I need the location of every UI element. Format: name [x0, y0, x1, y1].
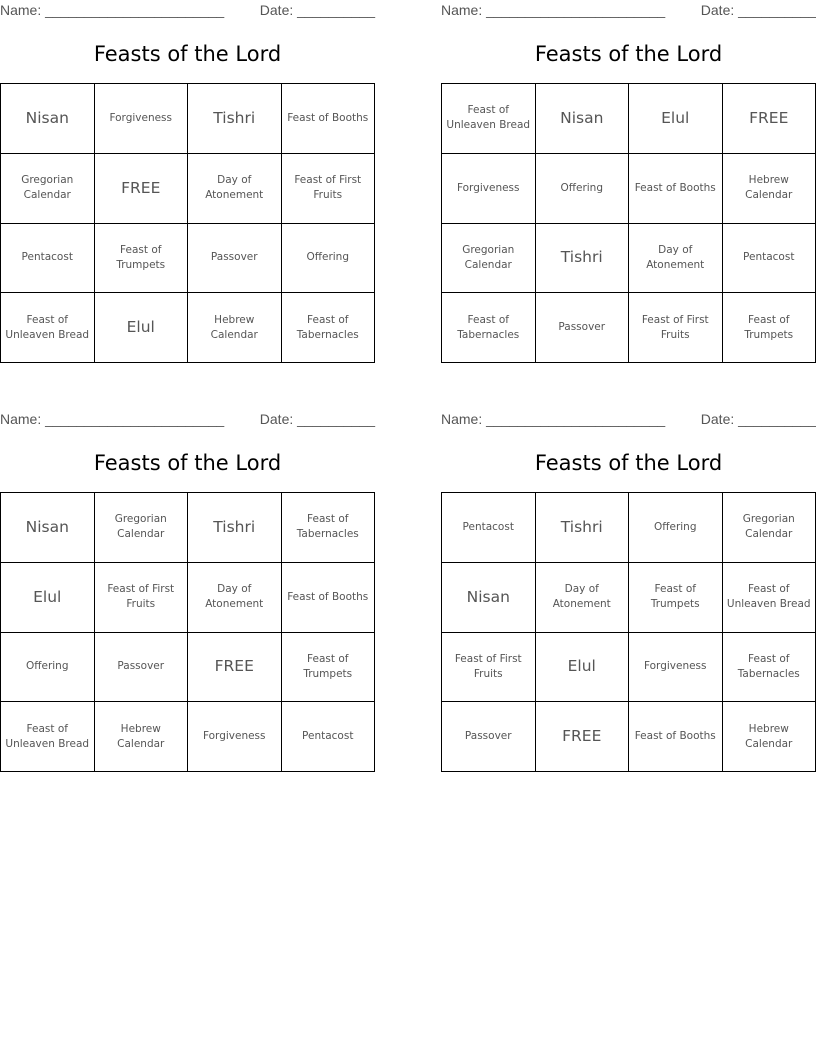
name-field[interactable]: Name: _______________________ — [0, 2, 225, 18]
bingo-cell[interactable]: Passover — [536, 293, 630, 363]
bingo-cell[interactable]: Feast of Trumpets — [95, 224, 189, 294]
bingo-card-4 — [441, 409, 816, 773]
bingo-cell[interactable]: Hebrew Calendar — [723, 154, 816, 224]
bingo-cell[interactable]: Feast of Trumpets — [282, 633, 376, 703]
bingo-cell[interactable]: Pentacost — [1, 224, 95, 294]
bingo-cell[interactable]: Feast of Tabernacles — [282, 493, 376, 563]
name-field[interactable]: Name: _______________________ — [441, 2, 666, 18]
bingo-cell[interactable]: Forgiveness — [188, 702, 282, 772]
bingo-card-1 — [0, 0, 375, 364]
date-field[interactable]: Date: __________ — [259, 411, 375, 427]
bingo-cell[interactable]: Feast of First Fruits — [629, 293, 723, 363]
card-header — [0, 409, 375, 431]
bingo-cell[interactable]: Feast of First Fruits — [442, 633, 536, 703]
date-field[interactable]: Date: __________ — [700, 411, 816, 427]
bingo-cell[interactable]: Feast of Trumpets — [723, 293, 816, 363]
bingo-cell[interactable]: Forgiveness — [95, 84, 189, 154]
bingo-cell[interactable]: Offering — [629, 493, 723, 563]
bingo-cell[interactable]: Elul — [536, 633, 630, 703]
card-header — [0, 0, 375, 22]
bingo-cell[interactable]: Feast of Booths — [629, 154, 723, 224]
bingo-cell[interactable]: Hebrew Calendar — [188, 293, 282, 363]
bingo-cell[interactable]: Gregorian Calendar — [723, 493, 816, 563]
name-field[interactable]: Name: _______________________ — [441, 411, 666, 427]
bingo-cell[interactable]: Feast of Booths — [629, 702, 723, 772]
bingo-cell[interactable]: Hebrew Calendar — [723, 702, 816, 772]
bingo-cell[interactable]: Nisan — [1, 84, 95, 154]
bingo-cell[interactable]: Passover — [442, 702, 536, 772]
bingo-cell[interactable]: FREE — [188, 633, 282, 703]
bingo-cell[interactable]: Feast of Trumpets — [629, 563, 723, 633]
bingo-grid — [0, 492, 375, 772]
bingo-grid — [441, 83, 816, 363]
bingo-cell[interactable]: Hebrew Calendar — [95, 702, 189, 772]
bingo-cell[interactable]: Elul — [95, 293, 189, 363]
bingo-card-3 — [0, 409, 375, 773]
bingo-cell[interactable]: Feast of Unleaven Bread — [442, 84, 536, 154]
card-title: Feasts of the Lord — [534, 451, 723, 475]
card-header — [441, 0, 816, 22]
date-field[interactable]: Date: __________ — [700, 2, 816, 18]
bingo-cell[interactable]: Offering — [1, 633, 95, 703]
bingo-cell[interactable]: Nisan — [442, 563, 536, 633]
bingo-cell[interactable]: Gregorian Calendar — [442, 224, 536, 294]
bingo-grid — [0, 83, 375, 363]
bingo-cell[interactable]: Elul — [1, 563, 95, 633]
bingo-card-2 — [441, 0, 816, 364]
bingo-cell[interactable]: Pentacost — [723, 224, 816, 294]
bingo-cell[interactable]: Day of Atonement — [536, 563, 630, 633]
bingo-cell[interactable]: Feast of First Fruits — [282, 154, 376, 224]
bingo-cell[interactable]: Gregorian Calendar — [95, 493, 189, 563]
bingo-cell[interactable]: Feast of Unleaven Bread — [1, 702, 95, 772]
bingo-cell[interactable]: Day of Atonement — [188, 563, 282, 633]
bingo-cell[interactable]: Elul — [629, 84, 723, 154]
bingo-cell[interactable]: Feast of Booths — [282, 84, 376, 154]
bingo-cell[interactable]: Tishri — [188, 84, 282, 154]
bingo-cell[interactable]: Feast of Booths — [282, 563, 376, 633]
bingo-cell[interactable]: Offering — [282, 224, 376, 294]
bingo-cell[interactable]: Feast of First Fruits — [95, 563, 189, 633]
bingo-cell[interactable]: Nisan — [1, 493, 95, 563]
bingo-cell[interactable]: Feast of Unleaven Bread — [1, 293, 95, 363]
bingo-cell[interactable]: Pentacost — [282, 702, 376, 772]
bingo-cell[interactable]: FREE — [723, 84, 816, 154]
date-field[interactable]: Date: __________ — [259, 2, 375, 18]
card-title: Feasts of the Lord — [534, 42, 723, 66]
bingo-cell[interactable]: Forgiveness — [442, 154, 536, 224]
bingo-cell[interactable]: Feast of Tabernacles — [442, 293, 536, 363]
bingo-cell[interactable]: FREE — [536, 702, 630, 772]
name-field[interactable]: Name: _______________________ — [0, 411, 225, 427]
bingo-cell[interactable]: Nisan — [536, 84, 630, 154]
bingo-cell[interactable]: Forgiveness — [629, 633, 723, 703]
bingo-cell[interactable]: Offering — [536, 154, 630, 224]
bingo-cell[interactable]: Gregorian Calendar — [1, 154, 95, 224]
bingo-cell[interactable]: Passover — [188, 224, 282, 294]
bingo-cell[interactable]: Feast of Tabernacles — [723, 633, 816, 703]
bingo-grid — [441, 492, 816, 772]
card-header — [441, 409, 816, 431]
bingo-cell[interactable]: Tishri — [536, 493, 630, 563]
bingo-cell[interactable]: Day of Atonement — [629, 224, 723, 294]
bingo-cell[interactable]: Day of Atonement — [188, 154, 282, 224]
bingo-cell[interactable]: Tishri — [188, 493, 282, 563]
bingo-cell[interactable]: FREE — [95, 154, 189, 224]
bingo-cell[interactable]: Feast of Tabernacles — [282, 293, 376, 363]
bingo-cell[interactable]: Pentacost — [442, 493, 536, 563]
bingo-cell[interactable]: Feast of Unleaven Bread — [723, 563, 816, 633]
card-title: Feasts of the Lord — [93, 451, 282, 475]
bingo-cell[interactable]: Tishri — [536, 224, 630, 294]
card-title: Feasts of the Lord — [93, 42, 282, 66]
bingo-cell[interactable]: Passover — [95, 633, 189, 703]
